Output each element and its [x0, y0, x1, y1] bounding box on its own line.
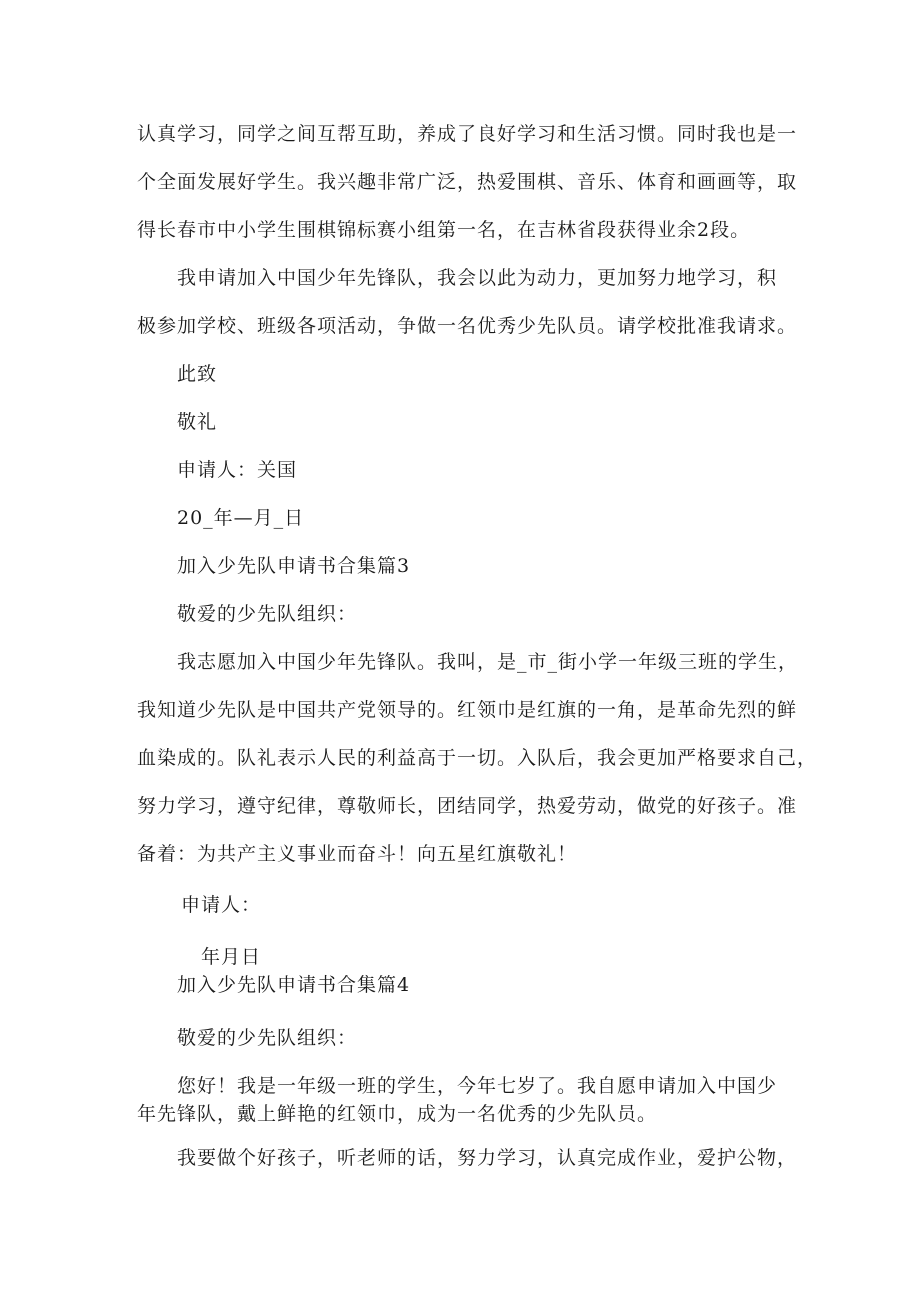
text-line: 努力学习，遵守纪律，尊敬师长，团结同学，热爱劳动，做党的好孩子。准 [137, 795, 798, 817]
text-line: 认真学习，同学之间互帮互助，养成了良好学习和生活习惯。同时我也是一 [137, 123, 798, 145]
text-line: 此致 [177, 363, 218, 385]
section-heading: 加入少先队申请书合集篇4 [177, 974, 411, 996]
text-line: 我要做个好孩子，听老师的话，努力学习，认真完成作业，爱护公物， [177, 1147, 798, 1169]
text-line: 个全面发展好学生。我兴趣非常广泛，热爱围棋、音乐、体育和画画等，取 [137, 171, 798, 193]
text-line: 备着：为共产主义事业而奋斗！向五星红旗敬礼！ [137, 843, 578, 865]
text-line: 我申请加入中国少年先锋队，我会以此为动力，更加努力地学习，积 [177, 267, 778, 289]
text-line: 20_年—月_日 [177, 507, 305, 529]
text-line: 得长春市中小学生围棋锦标赛小组第一名，在吉林省段获得业余2段。 [137, 219, 751, 241]
text-line: 申请人： [181, 894, 262, 916]
text-line: 敬爱的少先队组织： [177, 1027, 358, 1049]
text-line: 申请人：关国 [177, 459, 298, 481]
section-heading: 加入少先队申请书合集篇3 [177, 555, 411, 577]
text-line: 年月日 [201, 946, 262, 968]
text-line: 血染成的。队礼表示人民的利益高于一切。入队后，我会更加严格要求自己， [137, 747, 818, 769]
text-line: 年先锋队，戴上鲜艳的红领巾，成为一名优秀的少先队员。 [137, 1103, 658, 1125]
text-line: 极参加学校、班级各项活动，争做一名优秀少先队员。请学校批准我请求。 [137, 315, 798, 337]
text-line: 我知道少先队是中国共产党领导的。红领巾是红旗的一角，是革命先烈的鲜 [137, 699, 798, 721]
text-line: 敬爱的少先队组织： [177, 603, 358, 625]
text-line: 您好！我是一年级一班的学生，今年七岁了。我自愿申请加入中国少 [177, 1075, 778, 1097]
text-line: 敬礼 [177, 411, 218, 433]
text-line: 我志愿加入中国少年先锋队。我叫，是_市_街小学一年级三班的学生， [177, 651, 799, 673]
